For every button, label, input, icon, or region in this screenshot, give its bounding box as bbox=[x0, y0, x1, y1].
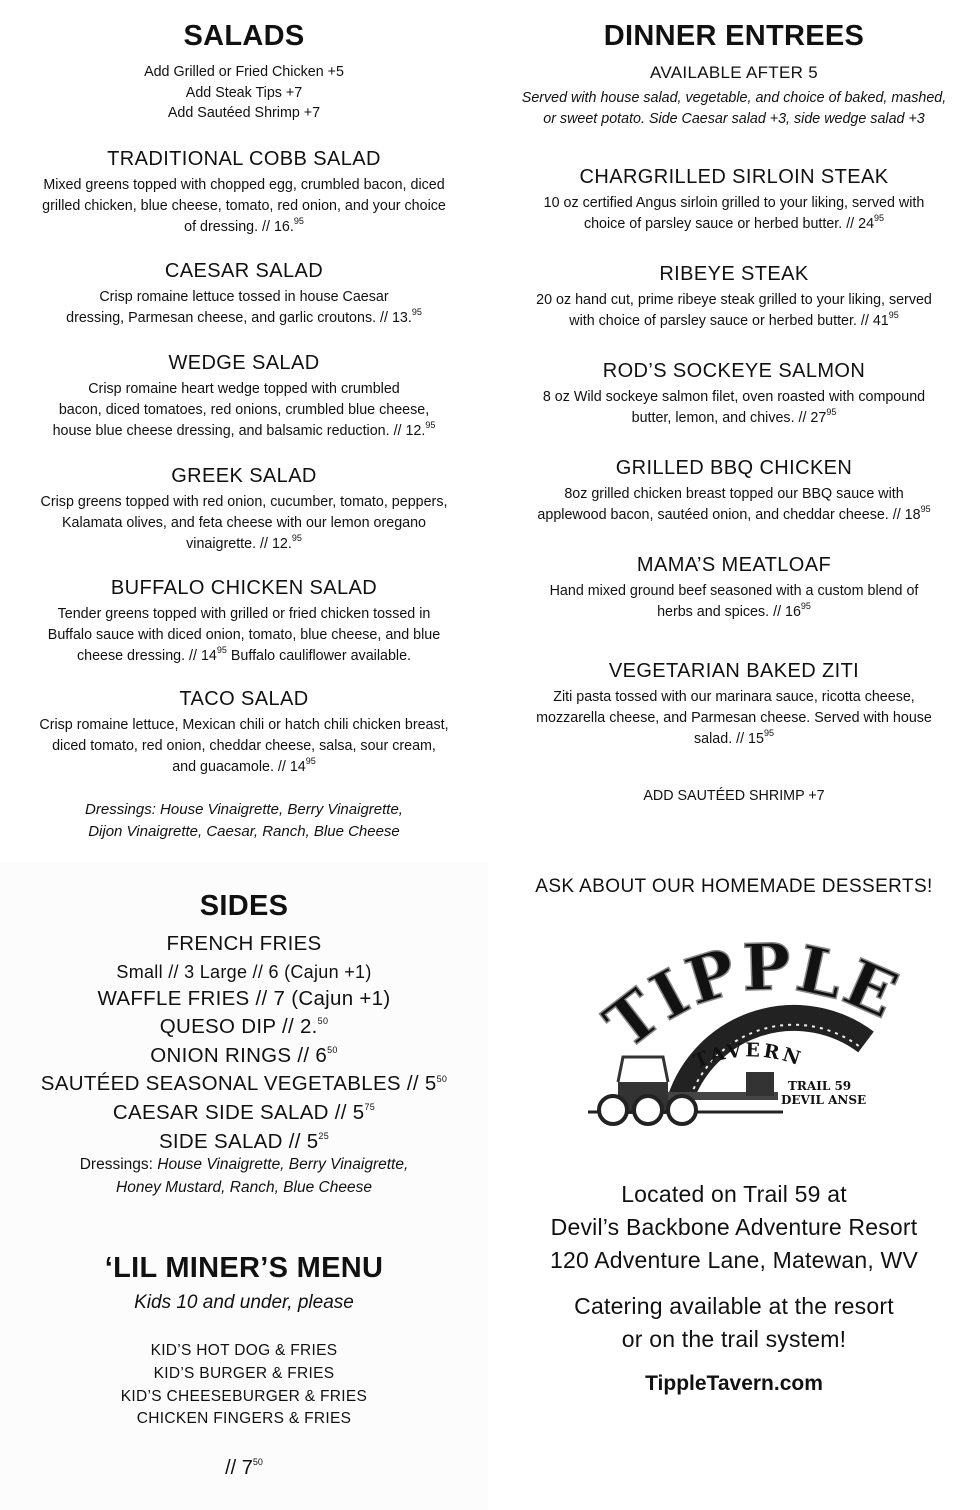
desc-line bbox=[0, 217, 488, 238]
menu-item-wedge bbox=[0, 352, 488, 442]
price-cents: 95 bbox=[888, 310, 899, 321]
item-desc bbox=[488, 484, 980, 526]
price-cents: 50 bbox=[436, 1073, 448, 1084]
item-title: GREEK SALAD bbox=[171, 465, 317, 487]
side-onion-rings bbox=[0, 1042, 488, 1071]
desc-line bbox=[0, 646, 488, 667]
item-desc bbox=[488, 387, 980, 429]
item-desc bbox=[0, 287, 488, 329]
promo-section bbox=[488, 862, 980, 1510]
menu-item-ribeye bbox=[488, 263, 980, 332]
item-desc bbox=[0, 604, 488, 667]
add-shrimp-note: ADD SAUTÉED SHRIMP +7 bbox=[643, 788, 825, 804]
desc-text: house blue cheese dressing, and balsamic reduction. // 12. bbox=[52, 423, 426, 439]
desc-line bbox=[488, 408, 980, 429]
kids-title: ‘LIL MINER’S MENU bbox=[104, 1252, 384, 1284]
dressing-text: House Vinaigrette, Berry Vinaigrette, bbox=[157, 1156, 409, 1173]
side-french-fries: FRENCH FRIES bbox=[166, 932, 322, 955]
salad-dressings bbox=[0, 799, 488, 843]
desc-line bbox=[488, 505, 980, 526]
side-caesar bbox=[0, 1099, 488, 1128]
kids-price bbox=[0, 1457, 488, 1480]
price-cents: 50 bbox=[327, 1044, 338, 1055]
kids-item: KID’S CHEESEBURGER & FRIES bbox=[120, 1387, 368, 1405]
served-line: or sweet potato. Side Caesar salad +3, side wedge salad +3 bbox=[543, 111, 925, 127]
logo-wheel bbox=[668, 1096, 696, 1124]
item-title: TACO SALAD bbox=[179, 688, 309, 710]
available-after: AVAILABLE AFTER 5 bbox=[650, 63, 818, 82]
menu-item-salmon bbox=[488, 360, 980, 429]
item-desc bbox=[488, 581, 980, 623]
logo-word-path: TIPPLE bbox=[591, 932, 910, 1064]
price-cents: 95 bbox=[874, 213, 885, 224]
desc-line bbox=[488, 729, 980, 750]
item-desc bbox=[0, 715, 488, 778]
desc-text: vinaigrette. // 12. bbox=[186, 536, 292, 552]
kids-list bbox=[0, 1340, 488, 1431]
desc-text: applewood bacon, sautéed onion, and cheddar cheese. // 18 bbox=[537, 507, 921, 523]
desc-line bbox=[488, 602, 980, 623]
desc-line: Crisp romaine lettuce tossed in house Caesar bbox=[99, 289, 389, 305]
price-cents: 95 bbox=[826, 407, 837, 418]
logo-graphic bbox=[488, 932, 980, 1132]
kids-item: KID’S BURGER & FRIES bbox=[153, 1364, 335, 1382]
price-cents: 95 bbox=[425, 420, 436, 431]
addon-steak: Add Steak Tips +7 bbox=[185, 84, 303, 101]
kids-subtitle: Kids 10 and under, please bbox=[134, 1292, 354, 1313]
website-link[interactable]: TippleTavern.com bbox=[645, 1372, 823, 1395]
desc-line: grilled chicken, blue cheese, tomato, red onion, and your choice bbox=[42, 198, 446, 214]
menu-item-cobb bbox=[0, 148, 488, 238]
side-text: CAESAR SIDE SALAD // 5 bbox=[112, 1100, 365, 1124]
price-cents: 75 bbox=[364, 1102, 376, 1113]
item-title: BUFFALO CHICKEN SALAD bbox=[110, 577, 378, 599]
desc-text: choice of parsley sauce or herbed butter. // 24 bbox=[583, 216, 875, 232]
price-cents: 50 bbox=[317, 1016, 329, 1027]
served-line: Served with house salad, vegetable, and choice of baked, mashed, bbox=[521, 90, 947, 106]
desc-line: Buffalo sauce with diced onion, tomato, blue cheese, and blue bbox=[47, 627, 441, 643]
desc-line: Mixed greens topped with chopped egg, crumbled bacon, diced bbox=[43, 177, 445, 193]
desc-line bbox=[0, 534, 488, 555]
location-line: 120 Adventure Lane, Matewan, WV bbox=[549, 1247, 919, 1273]
desc-text: salad. // 15 bbox=[694, 731, 764, 747]
kids-item: KID’S HOT DOG & FRIES bbox=[150, 1342, 338, 1359]
salads-section bbox=[0, 0, 488, 862]
logo-wheel bbox=[599, 1096, 627, 1124]
desc-text: butter, lemon, and chives. // 27 bbox=[631, 410, 827, 426]
logo-cart-frame bbox=[618, 1057, 668, 1082]
price-cents: 95 bbox=[293, 216, 304, 227]
price-cents: 95 bbox=[216, 645, 227, 656]
item-desc bbox=[0, 379, 488, 442]
desc-text: cheese dressing. // 14 bbox=[76, 648, 217, 664]
item-title: CHARGRILLED SIRLOIN STEAK bbox=[579, 166, 889, 188]
location-line: Devil’s Backbone Adventure Resort bbox=[550, 1214, 918, 1240]
side-text: SIDE SALAD // 5 bbox=[158, 1129, 319, 1153]
sides-title: SIDES bbox=[199, 890, 289, 922]
desc-line bbox=[488, 311, 980, 332]
menu-item-greek bbox=[0, 465, 488, 555]
side-vegetables bbox=[0, 1070, 488, 1099]
desc-text: and guacamole. // 14 bbox=[172, 759, 306, 775]
dressing-line: Dijon Vinaigrette, Caesar, Ranch, Blue Cheese bbox=[88, 823, 400, 840]
menu-item-sirloin bbox=[488, 166, 980, 235]
item-title: WEDGE SALAD bbox=[168, 352, 320, 374]
desc-line: Crisp romaine heart wedge topped with crumbled bbox=[88, 381, 400, 397]
desc-line: mozzarella cheese, and Parmesan cheese. Served with house bbox=[536, 710, 932, 726]
salad-addons bbox=[0, 62, 488, 124]
item-desc bbox=[488, 193, 980, 235]
desc-text: with choice of parsley sauce or herbed butter. // 41 bbox=[569, 313, 889, 329]
price-cents: 95 bbox=[763, 728, 774, 739]
item-title: TRADITIONAL COBB SALAD bbox=[107, 148, 381, 170]
price-cents: 25 bbox=[318, 1130, 330, 1141]
desc-line: Crisp romaine lettuce, Mexican chili or hatch chili chicken breast, bbox=[39, 717, 449, 733]
desc-line: Hand mixed ground beef seasoned with a custom blend of bbox=[549, 583, 919, 599]
dressing-label: Dressings: bbox=[79, 1156, 158, 1173]
side-waffle-fries: WAFFLE FRIES // 7 (Cajun +1) bbox=[97, 986, 391, 1010]
desc-text: herbs and spices. // 16 bbox=[657, 604, 801, 620]
item-desc bbox=[488, 290, 980, 332]
item-title: RIBEYE STEAK bbox=[659, 263, 809, 285]
tipple-tavern-logo bbox=[488, 932, 980, 1132]
side-fries-sizes: Small // 3 Large // 6 (Cajun +1) bbox=[116, 961, 372, 982]
desc-line: 10 oz certified Angus sirloin grilled to your liking, served with bbox=[543, 195, 925, 211]
desc-line: Crisp greens topped with red onion, cucumber, tomato, peppers, bbox=[40, 494, 448, 510]
item-desc bbox=[0, 175, 488, 238]
location-info bbox=[488, 1178, 980, 1277]
desc-text: dressing, Parmesan cheese, and garlic croutons. // 13. bbox=[66, 310, 412, 326]
catering-line: Catering available at the resort bbox=[574, 1293, 894, 1319]
menu-item-caesar bbox=[0, 260, 488, 329]
logo-cart-block bbox=[746, 1072, 774, 1096]
dressing-line: Honey Mustard, Ranch, Blue Cheese bbox=[116, 1179, 372, 1196]
item-title: ROD’S SOCKEYE SALMON bbox=[602, 360, 866, 382]
desc-line bbox=[488, 214, 980, 235]
item-desc bbox=[488, 687, 980, 750]
desc-line bbox=[0, 308, 488, 329]
logo-wheel bbox=[634, 1096, 662, 1124]
menu-item-meatloaf bbox=[488, 554, 980, 623]
entrees-title: DINNER ENTREES bbox=[603, 20, 865, 52]
menu-item-baked-ziti bbox=[488, 660, 980, 750]
desc-line: 20 oz hand cut, prime ribeye steak grilled to your liking, served bbox=[536, 292, 932, 308]
dressing-line bbox=[0, 1153, 488, 1176]
item-title: MAMA’S MEATLOAF bbox=[636, 554, 832, 576]
price-cents: 95 bbox=[291, 533, 302, 544]
menu-item-taco bbox=[0, 688, 488, 778]
side-text: QUESO DIP // 2. bbox=[159, 1015, 318, 1039]
desc-line: Ziti pasta tossed with our marinara sauce, ricotta cheese, bbox=[553, 689, 915, 705]
location-line: Located on Trail 59 at bbox=[621, 1181, 847, 1207]
menu-item-bbq-chicken bbox=[488, 457, 980, 526]
desc-text: of dressing. // 16. bbox=[184, 219, 294, 235]
price-cents: 95 bbox=[920, 504, 931, 515]
logo-trail: TRAIL 59 bbox=[788, 1079, 852, 1093]
side-salad bbox=[0, 1128, 488, 1157]
sides-kids-section bbox=[0, 862, 488, 1510]
item-title: GRILLED BBQ CHICKEN bbox=[615, 457, 853, 479]
price-cents: 50 bbox=[252, 1457, 263, 1468]
logo-anse: DEVIL ANSE bbox=[781, 1093, 867, 1107]
desc-line: diced tomato, red onion, cheddar cheese, salsa, sour cream, bbox=[52, 738, 436, 754]
catering-line: or on the trail system! bbox=[621, 1326, 847, 1352]
desc-line bbox=[0, 421, 488, 442]
desc-line: 8oz grilled chicken breast topped our BBQ sauce with bbox=[564, 486, 904, 502]
desc-line: bacon, diced tomatoes, red onions, crumbled blue cheese, bbox=[58, 402, 430, 418]
desc-text: Buffalo cauliflower available. bbox=[226, 648, 412, 664]
catering-info bbox=[488, 1290, 980, 1356]
desc-line: Kalamata olives, and feta cheese with our lemon oregano bbox=[62, 515, 426, 531]
price-cents: 95 bbox=[800, 601, 811, 612]
item-title: VEGETARIAN BAKED ZITI bbox=[608, 660, 860, 682]
sides-list bbox=[0, 930, 488, 1156]
addon-chicken: Add Grilled or Fried Chicken +5 bbox=[144, 64, 344, 80]
dressing-line: Dressings: House Vinaigrette, Berry Vinaigrette, bbox=[85, 801, 403, 818]
side-queso bbox=[0, 1013, 488, 1042]
addon-shrimp: Add Sautéed Shrimp +7 bbox=[167, 105, 321, 121]
side-text: ONION RINGS // 6 bbox=[150, 1043, 328, 1067]
desc-line: 8 oz Wild sockeye salmon filet, oven roasted with compound bbox=[542, 389, 926, 405]
desc-line bbox=[0, 757, 488, 778]
served-with bbox=[488, 88, 980, 130]
salads-title: SALADS bbox=[183, 20, 305, 52]
desc-line: Tender greens topped with grilled or fried chicken tossed in bbox=[57, 606, 431, 622]
side-text: SAUTÉED SEASONAL VEGETABLES // 5 bbox=[40, 1072, 437, 1096]
menu-item-buffalo bbox=[0, 577, 488, 667]
entrees-section bbox=[488, 0, 980, 862]
kids-item: CHICKEN FINGERS & FRIES bbox=[136, 1410, 352, 1428]
price-cents: 95 bbox=[305, 756, 316, 767]
logo-sub-path: TAVERN bbox=[690, 1039, 806, 1073]
item-title: CAESAR SALAD bbox=[164, 260, 324, 282]
kids-price-text: // 7 bbox=[225, 1457, 253, 1479]
desserts-note: ASK ABOUT OUR HOMEMADE DESSERTS! bbox=[535, 876, 933, 897]
sides-dressings bbox=[0, 1153, 488, 1199]
price-cents: 95 bbox=[411, 307, 422, 318]
item-desc bbox=[0, 492, 488, 555]
